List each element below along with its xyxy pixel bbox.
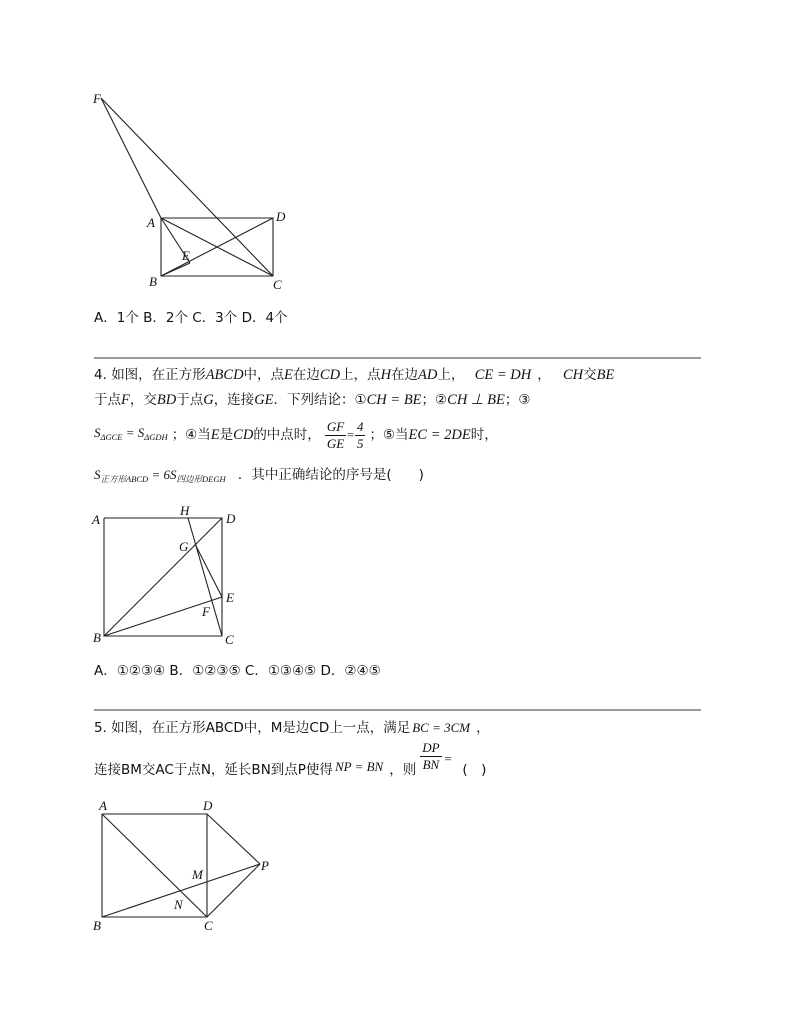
q4-label-a: A [92,512,100,527]
q4-label-h: H [180,503,190,518]
q3-label-f: F [93,91,101,106]
divider-2 [94,709,701,711]
q4-label-e: E [226,590,234,605]
q5-label-b: B [93,918,101,933]
q5-figure [88,796,278,936]
q4-label-d: D [226,511,236,526]
q5-label-a: A [99,798,107,813]
q4-label-c: C [225,632,234,647]
q4-number: 4. [94,367,107,383]
q5-label-c: C [204,918,213,933]
q5-label-n: N [174,897,183,912]
q5-line-dp [207,814,260,864]
q5-line-1: 5. 如图，在正方形ABCD中，M是边CD上一点，满足 BC = 3CM ， [94,720,490,736]
q5-label-p: P [261,858,269,873]
q4-figure [88,502,258,652]
q4-fraction-gf-ge: $\frac{GF}{GE}$ [326,418,345,451]
q4-line-2: 于点F，交BD于点G，连接GE．下列结论：①CH = BE；②CH ⊥ BE；③ [94,392,531,408]
q3-label-c: C [273,277,282,292]
q4-line-1: 4. 如图，在正方形ABCD中，点E在边CD上，点H在边AD上， CE = DH ， CH交BE [94,367,615,383]
q3-line-fa [101,98,161,218]
q3-label-b: B [149,274,157,289]
q3-options: A．1个 B．2个 C．3个 D．4个 [94,310,288,326]
q4-label-g: G [179,539,189,554]
q4-options: A．①②③④ B．①②③⑤ C．①③④⑤ D．②④⑤ [94,663,381,679]
q5-label-m: M [192,867,203,882]
q5-line-2: 连接BM交AC于点N，延长BN到点P使得 NP = BN ，则 $\frac{DP}{BN}$ = ( ) [94,740,487,778]
q5-label-d: D [203,798,213,813]
q5-line-cp [207,864,260,917]
q3-line-be [161,263,190,276]
q4-line-4: $S_{正方形ABCD} = 6S_{四边形DEGH}$ ．其中正确结论的序号是( ) [94,467,424,484]
q3-figure [80,85,310,300]
q5-fraction-dp-bn: $\frac{DP}{BN}$ [422,740,440,772]
q3-label-e: E [182,248,190,263]
q3-label-a: A [147,215,155,230]
q5-line-ac [102,814,207,917]
q4-label-f: F [202,604,210,619]
q4-label-b: B [93,630,101,645]
q3-label-d: D [276,209,286,224]
divider-1 [94,357,701,359]
q4-line-3: $S_{\Delta GCE} = S_{\Delta GDH}$ ；④当 E 是 CD 的中点时， $\frac{GF}{GE}$ = $\frac{4}{5}$ ；⑤当 EC = 2DE 时， [94,418,498,451]
